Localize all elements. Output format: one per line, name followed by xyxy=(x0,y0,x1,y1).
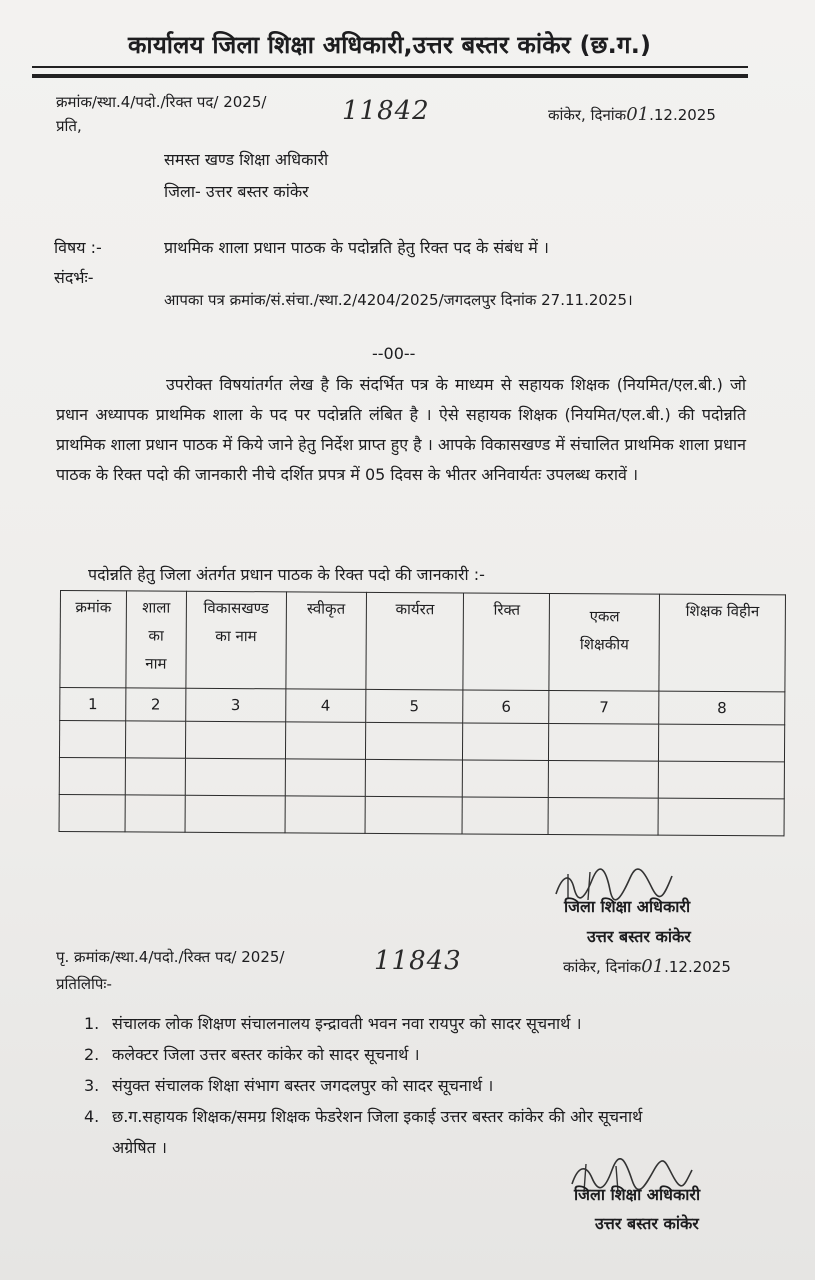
handwritten-copy-ref-number: 11843 xyxy=(374,946,462,976)
subject-label: विषय :- xyxy=(54,238,102,257)
table-row xyxy=(59,757,784,798)
header-sanctioned: स्वीकृत xyxy=(286,592,366,689)
title-rule-thick xyxy=(32,74,748,78)
header-serial: क्रमांक xyxy=(60,591,127,688)
table-row xyxy=(59,721,784,762)
cc-label: प्रतिलिपिः- xyxy=(56,975,112,993)
reference-label: संदर्भः- xyxy=(54,268,94,287)
list-item: 2. कलेक्टर जिला उत्तर बस्तर कांकेर को सादर सूचनार्थ । xyxy=(84,1045,420,1064)
letter-date xyxy=(548,104,716,125)
column-number: 2 xyxy=(126,688,186,721)
date-prefix: कांकेर, दिनांक xyxy=(548,106,627,124)
column-number: 1 xyxy=(60,688,126,721)
copy-date-prefix: कांकेर, दिनांक xyxy=(563,958,642,976)
header-single-teacher: एकल शिक्षकीय xyxy=(549,593,659,691)
table-number-row xyxy=(60,688,785,725)
list-item-continuation: अग्रेषित । xyxy=(112,1138,167,1157)
signature-2-designation: जिला शिक्षा अधिकारी xyxy=(574,1185,701,1204)
reference-text: आपका पत्र क्रमांक/सं.संचा./स्था.2/4204/2025/जगदलपुर दिनांक 27.11.2025। xyxy=(164,291,633,309)
office-title: कार्यालय जिला शिक्षा अधिकारी,उत्तर बस्तर कांकेर (छ.ग.) xyxy=(128,31,652,59)
table-row xyxy=(59,794,784,835)
handwritten-date-day: 01 xyxy=(626,104,650,125)
column-number: 5 xyxy=(365,689,463,723)
column-number: 7 xyxy=(549,690,659,724)
header-school-name: शाला का नाम xyxy=(126,591,187,688)
table-caption: पदोन्नति हेतु जिला अंतर्गत प्रधान पाठक के रिक्त पदो की जानकारी :- xyxy=(88,565,485,584)
list-item: 1. संचालक लोक शिक्षण संचालनालय इन्द्रावती भवन नवा रायपुर को सादर सूचनार्थ । xyxy=(84,1014,582,1033)
copy-date-rest: .12.2025 xyxy=(664,958,731,976)
table-header-row xyxy=(60,591,786,692)
copy-reference: पृ. क्रमांक/स्था.4/पदो./रिक्त पद/ 2025/ xyxy=(56,948,285,966)
header-teacherless: शिक्षक विहीन xyxy=(659,594,785,692)
column-number: 6 xyxy=(463,690,549,724)
signature-1-designation: जिला शिक्षा अधिकारी xyxy=(564,897,691,916)
subject-text: प्राथमिक शाला प्रधान पाठक के पदोन्नति हेतु रिक्त पद के संबंध में । xyxy=(164,238,549,257)
recipient-line-2: जिला- उत्तर बस्तर कांकेर xyxy=(164,182,309,201)
column-number: 3 xyxy=(186,688,286,722)
signature-2-location: उत्तर बस्तर कांकेर xyxy=(595,1214,699,1233)
date-rest: .12.2025 xyxy=(649,106,716,124)
column-number: 4 xyxy=(285,689,365,722)
column-number: 8 xyxy=(659,691,785,725)
header-block-name: विकासखण्ड का नाम xyxy=(186,591,286,689)
list-item: 4. छ.ग.सहायक शिक्षक/समग्र शिक्षक फेडरेशन जिला इकाई उत्तर बस्तर कांकेर की ओर सूचनार्थ अग्रेषित । xyxy=(84,1107,643,1157)
cc-list xyxy=(84,1008,764,1163)
handwritten-ref-number: 11842 xyxy=(342,96,430,126)
list-item: 3. संयुक्त संचालक शिक्षा संभाग बस्तर जगदलपुर को सादर सूचनार्थ । xyxy=(84,1076,494,1095)
separator: --00-- xyxy=(372,344,416,363)
copy-date xyxy=(563,956,731,977)
signature-1-location: उत्तर बस्तर कांकेर xyxy=(587,927,691,946)
recipient-line-1: समस्त खण्ड शिक्षा अधिकारी xyxy=(164,150,329,169)
vacancy-table xyxy=(59,590,786,836)
to-label: प्रति, xyxy=(56,117,82,135)
header-vacant: रिक्त xyxy=(463,593,549,691)
letter-reference: क्रमांक/स्था.4/पदो./रिक्त पद/ 2025/ xyxy=(56,93,267,111)
handwritten-copy-date-day: 01 xyxy=(641,956,665,977)
body-paragraph: उपरोक्त विषयांतर्गत लेख है कि संदर्भित पत्र के माध्यम से सहायक शिक्षक (नियमित/एल.बी.) जो प्रधान अध्यापक प्राथमिक शाला के पद पर पदोन्नति लंबित है । ऐसे सहायक शिक्षक (नियमित/एल.बी.) की पदोन्नति प्राथमिक शाला प्रधान पाठक में किये जाने हेतु निर्देश प्राप्त हुए है । आपके विकासखण्ड में संचालित प्राथमिक शाला प्रधान पाठक के रिक्त पदो की जानकारी नीचे दर्शित प्रपत्र में 05 दिवस के भीतर अनिवार्यतः उपलब्ध करावें । xyxy=(56,375,746,484)
title-rule-thin xyxy=(32,66,748,68)
header-working: कार्यरत xyxy=(366,592,464,690)
